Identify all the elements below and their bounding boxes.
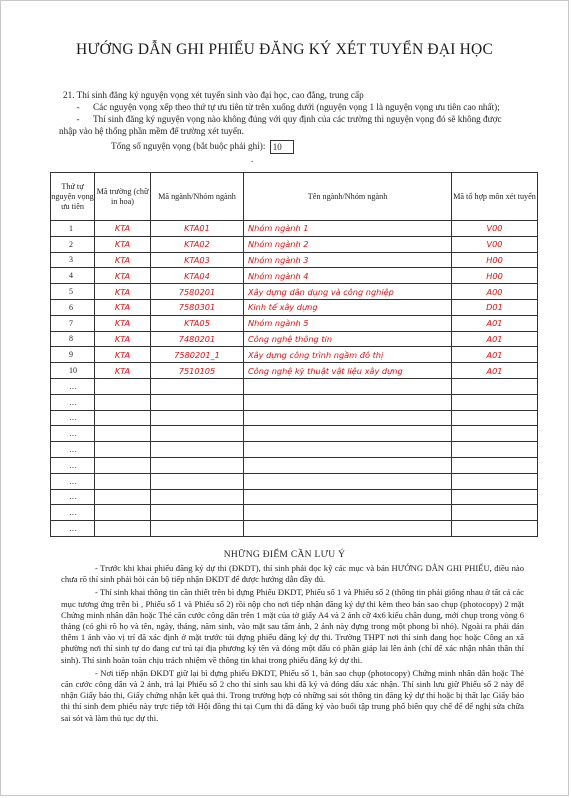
table-row xyxy=(51,284,538,300)
school-code-cell[interactable] xyxy=(95,505,151,521)
major-code-cell[interactable] xyxy=(151,489,244,505)
major-code-cell[interactable]: KTA05 xyxy=(151,315,244,331)
major-code-cell[interactable]: 7510105 xyxy=(151,363,244,379)
school-code-cell[interactable] xyxy=(95,410,151,426)
priority-cell: 3 xyxy=(51,252,95,268)
major-code-cell[interactable] xyxy=(151,410,244,426)
major-code-cell[interactable] xyxy=(151,473,244,489)
major-name-cell[interactable] xyxy=(244,426,452,442)
combo-code-cell[interactable]: A01 xyxy=(452,315,538,331)
major-name-cell[interactable]: Công nghệ kỹ thuật vật liệu xây dựng xyxy=(244,363,452,379)
priority-cell: 10 xyxy=(51,363,95,379)
major-name-cell[interactable] xyxy=(244,442,452,458)
major-name-cell[interactable] xyxy=(244,457,452,473)
priority-cell: 5 xyxy=(51,284,95,300)
major-code-cell[interactable]: 7480201 xyxy=(151,331,244,347)
section-21-heading: 21. Thí sinh đăng ký nguyện vọng xét tuyển sinh vào đại học, cao đẳng, trung cấp xyxy=(63,90,364,100)
school-code-cell[interactable]: KTA xyxy=(95,331,151,347)
table-row xyxy=(51,252,538,268)
major-name-cell[interactable]: Xây dựng công trình ngầm đô thị xyxy=(244,347,452,363)
total-wishes xyxy=(111,140,294,154)
school-code-cell[interactable]: KTA xyxy=(95,221,151,237)
bullet-item xyxy=(63,101,533,113)
bullet-1-text: Các nguyện vọng xếp theo thứ tự ưu tiên từ trên xuống dưới (nguyện vọng 1 là nguyện vọng ưu tiên cao nhất); xyxy=(93,102,500,112)
total-wishes-label: Tổng số nguyện vọng (bắt buộc phải ghi): xyxy=(111,141,266,152)
priority-cell: … xyxy=(51,457,95,473)
major-name-cell[interactable] xyxy=(244,410,452,426)
school-code-cell[interactable] xyxy=(95,394,151,410)
major-name-cell[interactable]: Xây dựng dân dụng và công nghiệp xyxy=(244,284,452,300)
priority-cell: … xyxy=(51,489,95,505)
combo-code-cell[interactable] xyxy=(452,426,538,442)
note-paragraph: - Thí sinh khai thông tin cần thiết trên bì đựng Phiếu ĐKDT, Phiếu số 1 và Phiếu số 2 (thông tin phải giống nhau ở tất cả các mục tương ứng trên bì , Phiếu số 1 và Phiếu số 2) rồi nộp cho nơi tiếp nhận đăng ký dự thi kèm theo bản sao chụp (photocopy) 2 mặt Chứng minh nhân dân hoặc Thẻ căn cước công dân trên 1 mặt của tờ giấy A4 và 2 ảnh cỡ 4x6 kiểu chân dung, mới chụp trong vòng 6 tháng (có ghi rõ họ và tên, ngày, tháng, năm sinh, vào mặt sau tấm ảnh, 2 ảnh này đựng trong một phong bì nhỏ). Ngoài ra phải dán thêm 1 ảnh vào vị trí đã xác định ở mặt trước túi đựng phiếu đăng ký dự thi. Trường THPT nơi thí sinh đang học hoặc Công an xã phường nơi thí sinh tự do đang cư trú tại địa phương ký tên và đóng một dấu có phần giáp lai lên ảnh (chỉ để xác nhận nhân thân thí sinh). Thí sinh hoàn toàn chịu trách nhiệm về thông tin khai trong phiếu đăng ký dự thi. xyxy=(61,587,524,665)
combo-code-cell[interactable]: A01 xyxy=(452,363,538,379)
priority-cell: 2 xyxy=(51,236,95,252)
major-code-cell[interactable]: KTA02 xyxy=(151,236,244,252)
school-code-cell[interactable]: KTA xyxy=(95,299,151,315)
table-row xyxy=(51,347,538,363)
table-row xyxy=(51,363,538,379)
major-name-cell[interactable]: Nhóm ngành 4 xyxy=(244,268,452,284)
major-code-cell[interactable] xyxy=(151,442,244,458)
table-row xyxy=(51,426,538,442)
combo-code-cell[interactable] xyxy=(452,489,538,505)
school-code-cell[interactable] xyxy=(95,442,151,458)
combo-code-cell[interactable]: D01 xyxy=(452,299,538,315)
note-paragraph: - Nơi tiếp nhận ĐKDT giữ lại bì đựng phiếu ĐKDT, Phiếu số 1, bản sao chụp (photocopy) Chứng minh nhân dân hoặc Thẻ căn cước công dân và 2 ảnh, trả lại Phiếu số 2 cho thí sinh sau khi đã ký và đóng dấu xác nhận. Thí sinh lưu giữ Phiếu số 2 này để nhận Giấy báo thi, Giấy chứng nhận kết quả thi. Trong trường hợp có những sai sót thông tin đăng ký dự thi hoặc bị thất lạc Giấy báo thi thí sinh đem phiếu này trực tiếp tới Hội đồng thi tại Cụm thi đã đăng ký vào buổi tập trung phổ biến quy chế để để nghị sửa chữa sai sót và làm thủ tục dự thi. xyxy=(61,667,524,723)
school-code-cell[interactable]: KTA xyxy=(95,236,151,252)
combo-code-cell[interactable] xyxy=(452,442,538,458)
school-code-cell[interactable]: KTA xyxy=(95,252,151,268)
major-code-cell[interactable]: KTA03 xyxy=(151,252,244,268)
combo-code-cell[interactable]: A01 xyxy=(452,331,538,347)
table-row xyxy=(51,521,538,537)
notes-body xyxy=(61,563,524,726)
major-code-cell[interactable] xyxy=(151,505,244,521)
bullet-item xyxy=(63,113,533,125)
school-code-cell[interactable]: KTA xyxy=(95,363,151,379)
combo-code-cell[interactable]: A00 xyxy=(452,284,538,300)
school-code-cell[interactable]: KTA xyxy=(95,315,151,331)
major-name-cell[interactable] xyxy=(244,505,452,521)
table-row xyxy=(51,331,538,347)
priority-cell: 7 xyxy=(51,315,95,331)
school-code-cell[interactable]: KTA xyxy=(95,284,151,300)
priority-cell: … xyxy=(51,442,95,458)
major-code-cell[interactable]: 7580201 xyxy=(151,284,244,300)
priority-cell: … xyxy=(51,473,95,489)
table-row xyxy=(51,378,538,394)
priority-cell: … xyxy=(51,426,95,442)
major-code-cell[interactable]: 7580201_1 xyxy=(151,347,244,363)
school-code-cell[interactable] xyxy=(95,426,151,442)
header-combo-code: Mã tổ hợp môn xét tuyển xyxy=(452,173,538,221)
table-row xyxy=(51,299,538,315)
priority-cell: … xyxy=(51,394,95,410)
major-code-cell[interactable]: KTA04 xyxy=(151,268,244,284)
priority-cell: 8 xyxy=(51,331,95,347)
combo-code-cell[interactable]: A01 xyxy=(452,347,538,363)
major-code-cell[interactable] xyxy=(151,394,244,410)
table-row xyxy=(51,236,538,252)
school-code-cell[interactable]: KTA xyxy=(95,268,151,284)
major-name-cell[interactable] xyxy=(244,521,452,537)
priority-cell: … xyxy=(51,378,95,394)
bullet-2-continuation: nhập vào hệ thống phần mềm để trường xét tuyển. xyxy=(59,126,244,136)
school-code-cell[interactable] xyxy=(95,521,151,537)
table-row xyxy=(51,315,538,331)
major-name-cell[interactable] xyxy=(244,378,452,394)
table-row xyxy=(51,394,538,410)
priority-cell: 1 xyxy=(51,221,95,237)
notes-title: NHỮNG ĐIỂM CẦN LƯU Ý xyxy=(223,550,346,560)
table-row xyxy=(51,473,538,489)
total-wishes-field[interactable]: 10 xyxy=(270,140,294,154)
table-row xyxy=(51,442,538,458)
priority-cell: 6 xyxy=(51,299,95,315)
wishes-table xyxy=(50,172,538,537)
major-code-cell[interactable]: 7580301 xyxy=(151,299,244,315)
major-name-cell[interactable] xyxy=(244,473,452,489)
table-row xyxy=(51,221,538,237)
table-row xyxy=(51,489,538,505)
note-paragraph: - Trước khi khai phiếu đăng ký dự thi (ĐKDT), thí sinh phải đọc kỹ các mục và bản HƯỚNG DẪN GHI PHIẾU, điều nào chưa rõ thí sinh phải hỏi cán bộ tiếp nhận ĐKDT để được hướng dẫn đầy đủ. xyxy=(61,563,524,585)
combo-code-cell[interactable] xyxy=(452,473,538,489)
combo-code-cell[interactable]: H00 xyxy=(452,268,538,284)
major-code-cell[interactable]: KTA01 xyxy=(151,221,244,237)
table-row xyxy=(51,457,538,473)
header-school-code: Mã trường (chữ in hoa) xyxy=(95,173,151,221)
dot-mark: . xyxy=(251,154,254,164)
combo-code-cell[interactable]: V00 xyxy=(452,236,538,252)
priority-cell: 9 xyxy=(51,347,95,363)
combo-code-cell[interactable]: H00 xyxy=(452,252,538,268)
major-name-cell[interactable]: Nhóm ngành 2 xyxy=(244,236,452,252)
table-row xyxy=(51,505,538,521)
combo-code-cell[interactable]: V00 xyxy=(452,221,538,237)
header-major-name: Tên ngành/Nhóm ngành xyxy=(244,173,452,221)
school-code-cell[interactable] xyxy=(95,378,151,394)
school-code-cell[interactable] xyxy=(95,489,151,505)
major-name-cell[interactable] xyxy=(244,489,452,505)
priority-cell: … xyxy=(51,521,95,537)
school-code-cell[interactable] xyxy=(95,457,151,473)
header-major-code: Mã ngành/Nhóm ngành xyxy=(151,173,244,221)
header-priority: Thứ tự nguyện vọng ưu tiên xyxy=(51,173,95,221)
priority-cell: … xyxy=(51,505,95,521)
priority-cell: 4 xyxy=(51,268,95,284)
bullet-dash: - xyxy=(76,102,80,112)
combo-code-cell[interactable] xyxy=(452,410,538,426)
combo-code-cell[interactable] xyxy=(452,521,538,537)
section-21 xyxy=(59,89,533,137)
priority-cell: … xyxy=(51,410,95,426)
document-title: HƯỚNG DẪN GHI PHIẾU ĐĂNG KÝ XÉT TUYỂN ĐẠI HỌC xyxy=(76,41,493,58)
combo-code-cell[interactable] xyxy=(452,457,538,473)
school-code-cell[interactable] xyxy=(95,473,151,489)
major-code-cell[interactable] xyxy=(151,378,244,394)
combo-code-cell[interactable] xyxy=(452,394,538,410)
bullet-dash: - xyxy=(76,114,80,124)
major-code-cell[interactable] xyxy=(151,521,244,537)
table-row xyxy=(51,268,538,284)
table-row xyxy=(51,410,538,426)
bullet-2-text: Thí sinh đăng ký nguyện vọng nào không đúng với quy định của các trường thì nguyện vọng đó sẽ không được xyxy=(93,114,502,124)
major-name-cell[interactable] xyxy=(244,394,452,410)
combo-code-cell[interactable] xyxy=(452,505,538,521)
combo-code-cell[interactable] xyxy=(452,378,538,394)
table-header-row xyxy=(51,173,538,221)
school-code-cell[interactable]: KTA xyxy=(95,347,151,363)
major-code-cell[interactable] xyxy=(151,426,244,442)
major-name-cell[interactable]: Nhóm ngành 3 xyxy=(244,252,452,268)
major-name-cell[interactable]: Nhóm ngành 1 xyxy=(244,221,452,237)
major-name-cell[interactable]: Công nghệ thông tin xyxy=(244,331,452,347)
major-name-cell[interactable]: Kinh tế xây dựng xyxy=(244,299,452,315)
major-name-cell[interactable]: Nhóm ngành 5 xyxy=(244,315,452,331)
major-code-cell[interactable] xyxy=(151,457,244,473)
